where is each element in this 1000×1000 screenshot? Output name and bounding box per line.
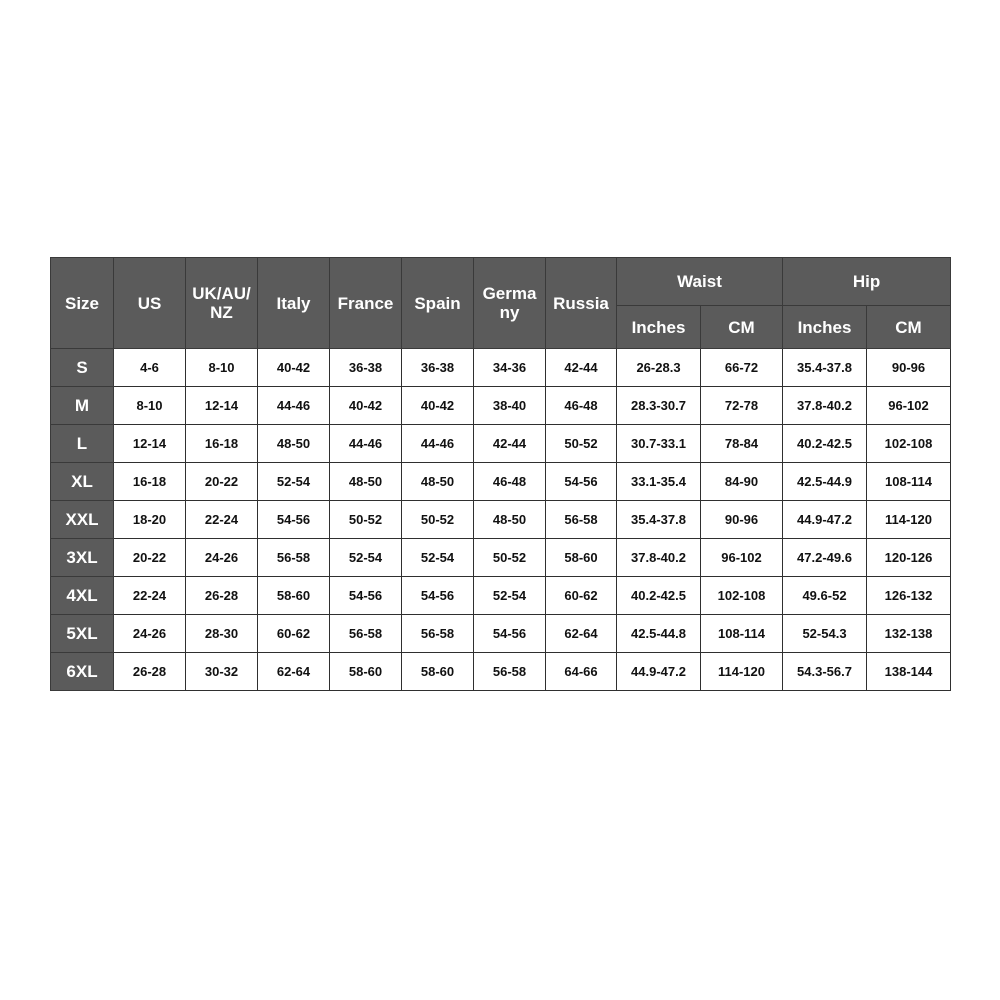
cell-germany: 42-44 bbox=[474, 425, 546, 463]
header-hip-inches: Inches bbox=[783, 306, 867, 349]
table-row bbox=[51, 463, 951, 501]
header-germany-line2: ny bbox=[499, 303, 520, 322]
cell-uk-au-nz: 16-18 bbox=[186, 425, 258, 463]
header-germany bbox=[474, 258, 546, 349]
cell-hip-cm: 102-108 bbox=[867, 425, 951, 463]
cell-russia: 54-56 bbox=[546, 463, 617, 501]
cell-waist-inches: 44.9-47.2 bbox=[617, 653, 701, 691]
cell-us: 26-28 bbox=[114, 653, 186, 691]
cell-russia: 58-60 bbox=[546, 539, 617, 577]
cell-russia: 56-58 bbox=[546, 501, 617, 539]
cell-russia: 42-44 bbox=[546, 349, 617, 387]
header-germany-line1: Germa bbox=[482, 284, 537, 303]
cell-spain: 50-52 bbox=[402, 501, 474, 539]
cell-italy: 62-64 bbox=[258, 653, 330, 691]
size-label: S bbox=[51, 349, 114, 387]
cell-italy: 48-50 bbox=[258, 425, 330, 463]
cell-germany: 38-40 bbox=[474, 387, 546, 425]
cell-waist-inches: 26-28.3 bbox=[617, 349, 701, 387]
cell-france: 56-58 bbox=[330, 615, 402, 653]
cell-france: 48-50 bbox=[330, 463, 402, 501]
cell-us: 20-22 bbox=[114, 539, 186, 577]
header-russia: Russia bbox=[546, 258, 617, 349]
cell-germany: 54-56 bbox=[474, 615, 546, 653]
header-uk-au-nz-line2: NZ bbox=[210, 303, 233, 322]
size-label: L bbox=[51, 425, 114, 463]
size-label: XL bbox=[51, 463, 114, 501]
header-france: France bbox=[330, 258, 402, 349]
cell-waist-inches: 28.3-30.7 bbox=[617, 387, 701, 425]
cell-germany: 50-52 bbox=[474, 539, 546, 577]
cell-hip-cm: 120-126 bbox=[867, 539, 951, 577]
cell-hip-inches: 35.4-37.8 bbox=[783, 349, 867, 387]
cell-germany: 52-54 bbox=[474, 577, 546, 615]
cell-france: 52-54 bbox=[330, 539, 402, 577]
cell-hip-inches: 54.3-56.7 bbox=[783, 653, 867, 691]
cell-hip-cm: 108-114 bbox=[867, 463, 951, 501]
cell-waist-inches: 40.2-42.5 bbox=[617, 577, 701, 615]
cell-germany: 48-50 bbox=[474, 501, 546, 539]
cell-france: 36-38 bbox=[330, 349, 402, 387]
cell-hip-cm: 132-138 bbox=[867, 615, 951, 653]
cell-uk-au-nz: 30-32 bbox=[186, 653, 258, 691]
cell-spain: 48-50 bbox=[402, 463, 474, 501]
cell-italy: 58-60 bbox=[258, 577, 330, 615]
cell-waist-cm: 96-102 bbox=[701, 539, 783, 577]
cell-italy: 56-58 bbox=[258, 539, 330, 577]
table-row bbox=[51, 387, 951, 425]
cell-waist-cm: 84-90 bbox=[701, 463, 783, 501]
cell-germany: 46-48 bbox=[474, 463, 546, 501]
cell-us: 24-26 bbox=[114, 615, 186, 653]
cell-italy: 40-42 bbox=[258, 349, 330, 387]
header-spain: Spain bbox=[402, 258, 474, 349]
cell-italy: 44-46 bbox=[258, 387, 330, 425]
size-label: 3XL bbox=[51, 539, 114, 577]
cell-france: 54-56 bbox=[330, 577, 402, 615]
cell-russia: 64-66 bbox=[546, 653, 617, 691]
cell-hip-cm: 114-120 bbox=[867, 501, 951, 539]
cell-germany: 56-58 bbox=[474, 653, 546, 691]
size-label: 4XL bbox=[51, 577, 114, 615]
cell-hip-inches: 44.9-47.2 bbox=[783, 501, 867, 539]
header-uk-au-nz-line1: UK/AU/ bbox=[192, 284, 251, 303]
cell-hip-cm: 90-96 bbox=[867, 349, 951, 387]
cell-waist-cm: 78-84 bbox=[701, 425, 783, 463]
cell-uk-au-nz: 12-14 bbox=[186, 387, 258, 425]
header-waist: Waist bbox=[617, 258, 783, 306]
header-waist-cm: CM bbox=[701, 306, 783, 349]
cell-spain: 58-60 bbox=[402, 653, 474, 691]
cell-hip-inches: 52-54.3 bbox=[783, 615, 867, 653]
cell-uk-au-nz: 20-22 bbox=[186, 463, 258, 501]
cell-spain: 52-54 bbox=[402, 539, 474, 577]
cell-waist-cm: 72-78 bbox=[701, 387, 783, 425]
cell-uk-au-nz: 28-30 bbox=[186, 615, 258, 653]
cell-hip-cm: 96-102 bbox=[867, 387, 951, 425]
cell-hip-cm: 126-132 bbox=[867, 577, 951, 615]
cell-germany: 34-36 bbox=[474, 349, 546, 387]
table-row bbox=[51, 539, 951, 577]
cell-us: 8-10 bbox=[114, 387, 186, 425]
cell-spain: 54-56 bbox=[402, 577, 474, 615]
cell-uk-au-nz: 8-10 bbox=[186, 349, 258, 387]
cell-france: 40-42 bbox=[330, 387, 402, 425]
cell-russia: 60-62 bbox=[546, 577, 617, 615]
cell-russia: 46-48 bbox=[546, 387, 617, 425]
cell-waist-cm: 114-120 bbox=[701, 653, 783, 691]
cell-waist-cm: 108-114 bbox=[701, 615, 783, 653]
table-row bbox=[51, 615, 951, 653]
cell-us: 16-18 bbox=[114, 463, 186, 501]
cell-us: 18-20 bbox=[114, 501, 186, 539]
cell-uk-au-nz: 26-28 bbox=[186, 577, 258, 615]
table-row bbox=[51, 577, 951, 615]
header-italy: Italy bbox=[258, 258, 330, 349]
table-row bbox=[51, 425, 951, 463]
header-size: Size bbox=[51, 258, 114, 349]
cell-france: 58-60 bbox=[330, 653, 402, 691]
size-label: M bbox=[51, 387, 114, 425]
header-us: US bbox=[114, 258, 186, 349]
cell-waist-cm: 66-72 bbox=[701, 349, 783, 387]
cell-uk-au-nz: 22-24 bbox=[186, 501, 258, 539]
table-row bbox=[51, 501, 951, 539]
cell-waist-inches: 37.8-40.2 bbox=[617, 539, 701, 577]
cell-hip-inches: 37.8-40.2 bbox=[783, 387, 867, 425]
header-hip: Hip bbox=[783, 258, 951, 306]
cell-russia: 62-64 bbox=[546, 615, 617, 653]
cell-italy: 54-56 bbox=[258, 501, 330, 539]
size-label: 6XL bbox=[51, 653, 114, 691]
cell-france: 50-52 bbox=[330, 501, 402, 539]
cell-waist-cm: 102-108 bbox=[701, 577, 783, 615]
cell-spain: 44-46 bbox=[402, 425, 474, 463]
cell-us: 12-14 bbox=[114, 425, 186, 463]
cell-us: 4-6 bbox=[114, 349, 186, 387]
cell-waist-inches: 35.4-37.8 bbox=[617, 501, 701, 539]
cell-spain: 40-42 bbox=[402, 387, 474, 425]
cell-italy: 60-62 bbox=[258, 615, 330, 653]
cell-hip-inches: 49.6-52 bbox=[783, 577, 867, 615]
size-label: XXL bbox=[51, 501, 114, 539]
cell-hip-inches: 47.2-49.6 bbox=[783, 539, 867, 577]
header-hip-cm: CM bbox=[867, 306, 951, 349]
cell-hip-inches: 40.2-42.5 bbox=[783, 425, 867, 463]
cell-uk-au-nz: 24-26 bbox=[186, 539, 258, 577]
table-row bbox=[51, 653, 951, 691]
cell-france: 44-46 bbox=[330, 425, 402, 463]
cell-waist-inches: 33.1-35.4 bbox=[617, 463, 701, 501]
cell-us: 22-24 bbox=[114, 577, 186, 615]
cell-hip-cm: 138-144 bbox=[867, 653, 951, 691]
cell-spain: 56-58 bbox=[402, 615, 474, 653]
cell-spain: 36-38 bbox=[402, 349, 474, 387]
cell-italy: 52-54 bbox=[258, 463, 330, 501]
cell-russia: 50-52 bbox=[546, 425, 617, 463]
header-uk-au-nz bbox=[186, 258, 258, 349]
cell-hip-inches: 42.5-44.9 bbox=[783, 463, 867, 501]
cell-waist-inches: 42.5-44.8 bbox=[617, 615, 701, 653]
cell-waist-inches: 30.7-33.1 bbox=[617, 425, 701, 463]
header-waist-inches: Inches bbox=[617, 306, 701, 349]
size-chart-table bbox=[50, 257, 951, 691]
size-label: 5XL bbox=[51, 615, 114, 653]
table-row bbox=[51, 349, 951, 387]
cell-waist-cm: 90-96 bbox=[701, 501, 783, 539]
size-rows bbox=[51, 349, 951, 691]
